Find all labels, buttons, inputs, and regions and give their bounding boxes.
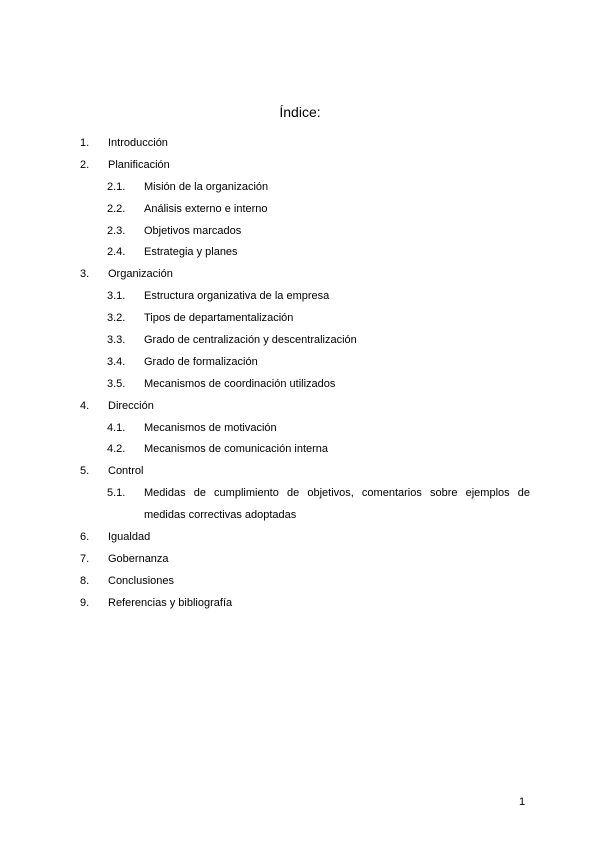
toc-entry-label: Grado de formalización xyxy=(144,355,258,368)
toc-entry-label: Organización xyxy=(108,268,173,281)
toc-subentry xyxy=(80,178,530,200)
toc-entry-label: Gobernanza xyxy=(108,552,169,565)
page-title: Índice: xyxy=(279,104,321,120)
toc-entry-number: 3. xyxy=(80,268,90,281)
toc-entry-number: 3.1. xyxy=(107,290,126,303)
toc-entry-label: Análisis externo e interno xyxy=(144,202,268,215)
toc-entry-label: Mecanismos de comunicación interna xyxy=(144,443,329,456)
toc-entry xyxy=(80,156,530,178)
toc-entry-number: 4.1. xyxy=(107,421,126,434)
toc-entry-number: 8. xyxy=(80,574,90,587)
toc-entry-label: Grado de centralización y descentralización xyxy=(144,334,357,347)
toc-subentry xyxy=(80,484,530,528)
toc-subentry xyxy=(80,222,530,244)
toc-entry-label: Mecanismos de coordinación utilizados xyxy=(144,377,336,390)
toc-entry-number: 7. xyxy=(80,552,90,565)
toc-entry-label: Medidas de cumplimiento de objetivos, comentarios sobre ejemplos de medidas correctivas adoptadas xyxy=(144,487,530,522)
toc-entry-number: 6. xyxy=(80,531,90,544)
page-number: 1 xyxy=(519,796,526,808)
toc-entry-number: 3.3. xyxy=(107,334,126,347)
toc-subentry xyxy=(80,309,530,331)
toc-entry-number: 5. xyxy=(80,465,90,478)
toc-entry-label: Tipos de departamentalización xyxy=(144,312,294,325)
toc-entry-label: Introducción xyxy=(108,137,168,149)
toc-subentry xyxy=(80,440,530,462)
toc-entry-label: Control xyxy=(108,465,144,478)
toc-entry-label: Estructura organizativa de la empresa xyxy=(144,290,330,303)
toc-entry-number: 2.2. xyxy=(107,202,126,215)
toc-subentry xyxy=(80,353,530,375)
toc-subentry xyxy=(80,331,530,353)
toc-entry-label: Objetivos marcados xyxy=(144,224,242,237)
toc-entry-label: Igualdad xyxy=(108,531,151,544)
toc-entry-label: Mecanismos de motivación xyxy=(144,421,277,434)
toc-entry-number: 3.2. xyxy=(107,312,126,325)
table-of-contents xyxy=(80,134,530,616)
toc-entry-number: 2.3. xyxy=(107,224,126,237)
toc-entry-label: Planificación xyxy=(108,158,170,171)
toc-entry xyxy=(80,594,530,616)
toc-entry xyxy=(80,550,530,572)
toc-entry-label: Conclusiones xyxy=(108,574,175,587)
toc-entry-number: 4. xyxy=(80,399,90,412)
toc-entry xyxy=(80,265,530,287)
toc-entry-number: 3.5. xyxy=(107,377,126,390)
toc-subentry xyxy=(80,287,530,309)
toc-entry-label: Misión de la organización xyxy=(144,180,269,193)
toc-subentry xyxy=(80,243,530,265)
toc-entry-number: 2. xyxy=(80,158,90,171)
toc-entry xyxy=(80,462,530,484)
toc-subentry xyxy=(80,419,530,441)
toc-entry-number: 1. xyxy=(80,137,90,149)
toc-entry-number: 4.2. xyxy=(107,443,126,456)
toc-subentry xyxy=(80,375,530,397)
toc-entry xyxy=(80,134,530,156)
toc-entry-label: Estrategia y planes xyxy=(144,246,238,259)
toc-entry xyxy=(80,528,530,550)
toc-entry-number: 3.4. xyxy=(107,355,126,368)
toc-entry xyxy=(80,397,530,419)
toc-entry-number: 2.4. xyxy=(107,246,126,259)
toc-subentry xyxy=(80,200,530,222)
toc-entry-label: Dirección xyxy=(108,399,154,412)
toc-entry-label: Referencias y bibliografía xyxy=(108,596,233,609)
toc-entry xyxy=(80,572,530,594)
toc-entry-number: 5.1. xyxy=(107,487,126,500)
toc-entry-number: 2.1. xyxy=(107,180,126,193)
toc-entry-number: 9. xyxy=(80,596,90,609)
